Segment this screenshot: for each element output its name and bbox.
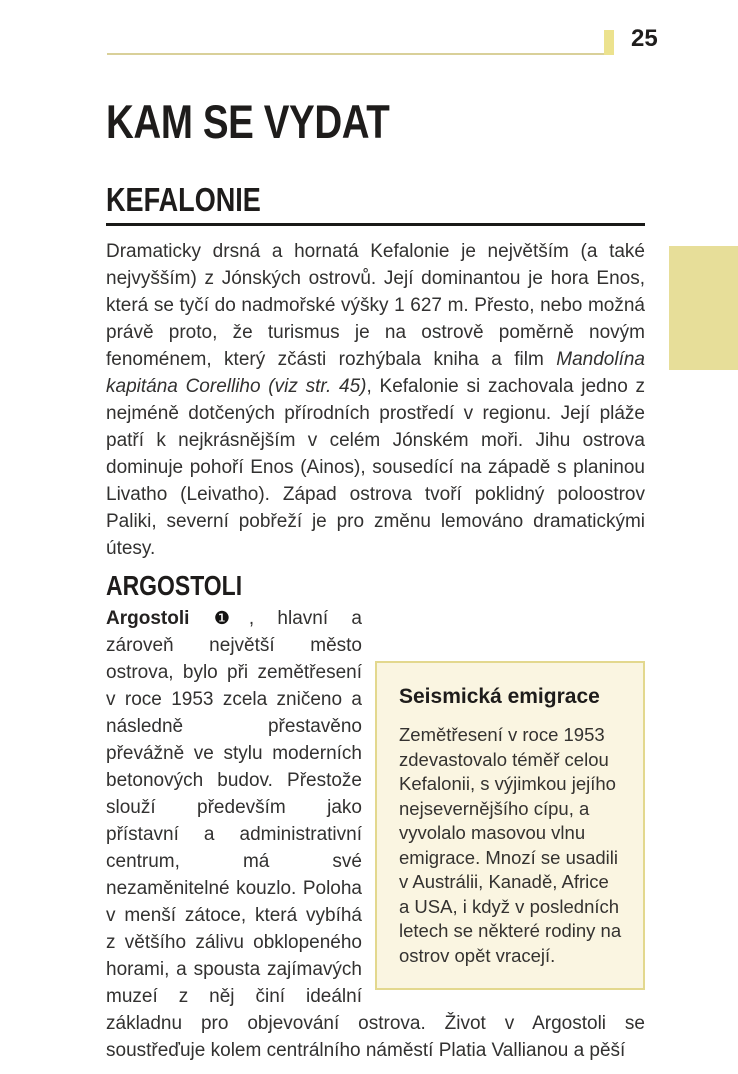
section-heading-kefalonie — [106, 183, 645, 226]
page-title-text: KAM SE VYDAT — [106, 95, 390, 148]
argostoli-lead-bold: Argostoli — [106, 608, 213, 629]
page-title — [106, 95, 645, 148]
film-title-italic: Mandolína kapitána Corelliho (viz str. 45) — [106, 349, 645, 397]
section-heading-argostoli-text: ARGOSTOLI — [106, 570, 243, 601]
page-number: 25 — [631, 25, 658, 52]
argostoli-paragraph-rest: , hlavní a zároveň největší město ostrova, bylo při zemětřesení v roce 1953 zcela zničeno a následně přestavěno převážně ve stylu moderních betonových budov. Přestože slouží především jako přístavní a administrativní centrum, má své nezaměnitelné kouzlo. Poloha v menší zátoce, která vybíhá z většího zálivu obklopeného horami, a spousta zajímavých muzeí z něj činí ideální základnu pro objevování ostrova. Život v Argostoli se soustřeďuje kolem centrálního náměstí Platia Vallianou a pěší — [106, 608, 645, 1061]
section-heading-argostoli — [106, 572, 645, 600]
kefalonie-paragraph — [106, 238, 645, 562]
infobox-seismicka-emigrace — [375, 661, 645, 990]
infobox-body: Zemětřesení v roce 1953 zdevastovalo téměř celou Kefalonii, s výjimkou jejího nejsevernějšího cípu, a vyvolalo masovou vlnu emigrace. Mnozí se usadili v Austrálii, Kanadě, Africe a USA, i když v posledních letech se některé rodiny na ostrov opět vracejí. — [399, 724, 622, 966]
header-rule — [107, 53, 605, 55]
content-column — [106, 95, 646, 1074]
header-tab-marker — [604, 30, 614, 55]
chapter-edge-tab — [669, 246, 738, 370]
argostoli-section — [106, 605, 645, 1064]
infobox-title: Seismická emigrace — [399, 685, 600, 708]
kefalonie-paragraph-part1: Dramaticky drsná a hornatá Kefalonie je největším (a také nejvyšším) z Jónských ostrovů. Její dominantou je hora Enos, která se tyčí do nadmořské výšky 1 627 m. Přesto, nebo možná právě proto, že turismus je na ostrově poměrně novým fenoménem, který zčásti rozhýbala kniha a film — [106, 241, 645, 370]
section-heading-kefalonie-text: KEFALONIE — [106, 181, 261, 218]
map-marker-1-icon: ❶ — [213, 608, 248, 629]
kefalonie-paragraph-part2: , Kefalonie si zachovala jedno z nejméně dotčených přírodních prostředí v regionu. Její pláže patří k nejkrásnějším v celém Jónském moři. Jihu ostrova dominuje pohoří Enos (Ainos), sousedící na západě s planinou Livatho (Leivatho). Západ ostrova tvoří poklidný poloostrov Paliki, severní pobřeží je pro změnu lemováno dramatickými útesy. — [106, 376, 646, 559]
